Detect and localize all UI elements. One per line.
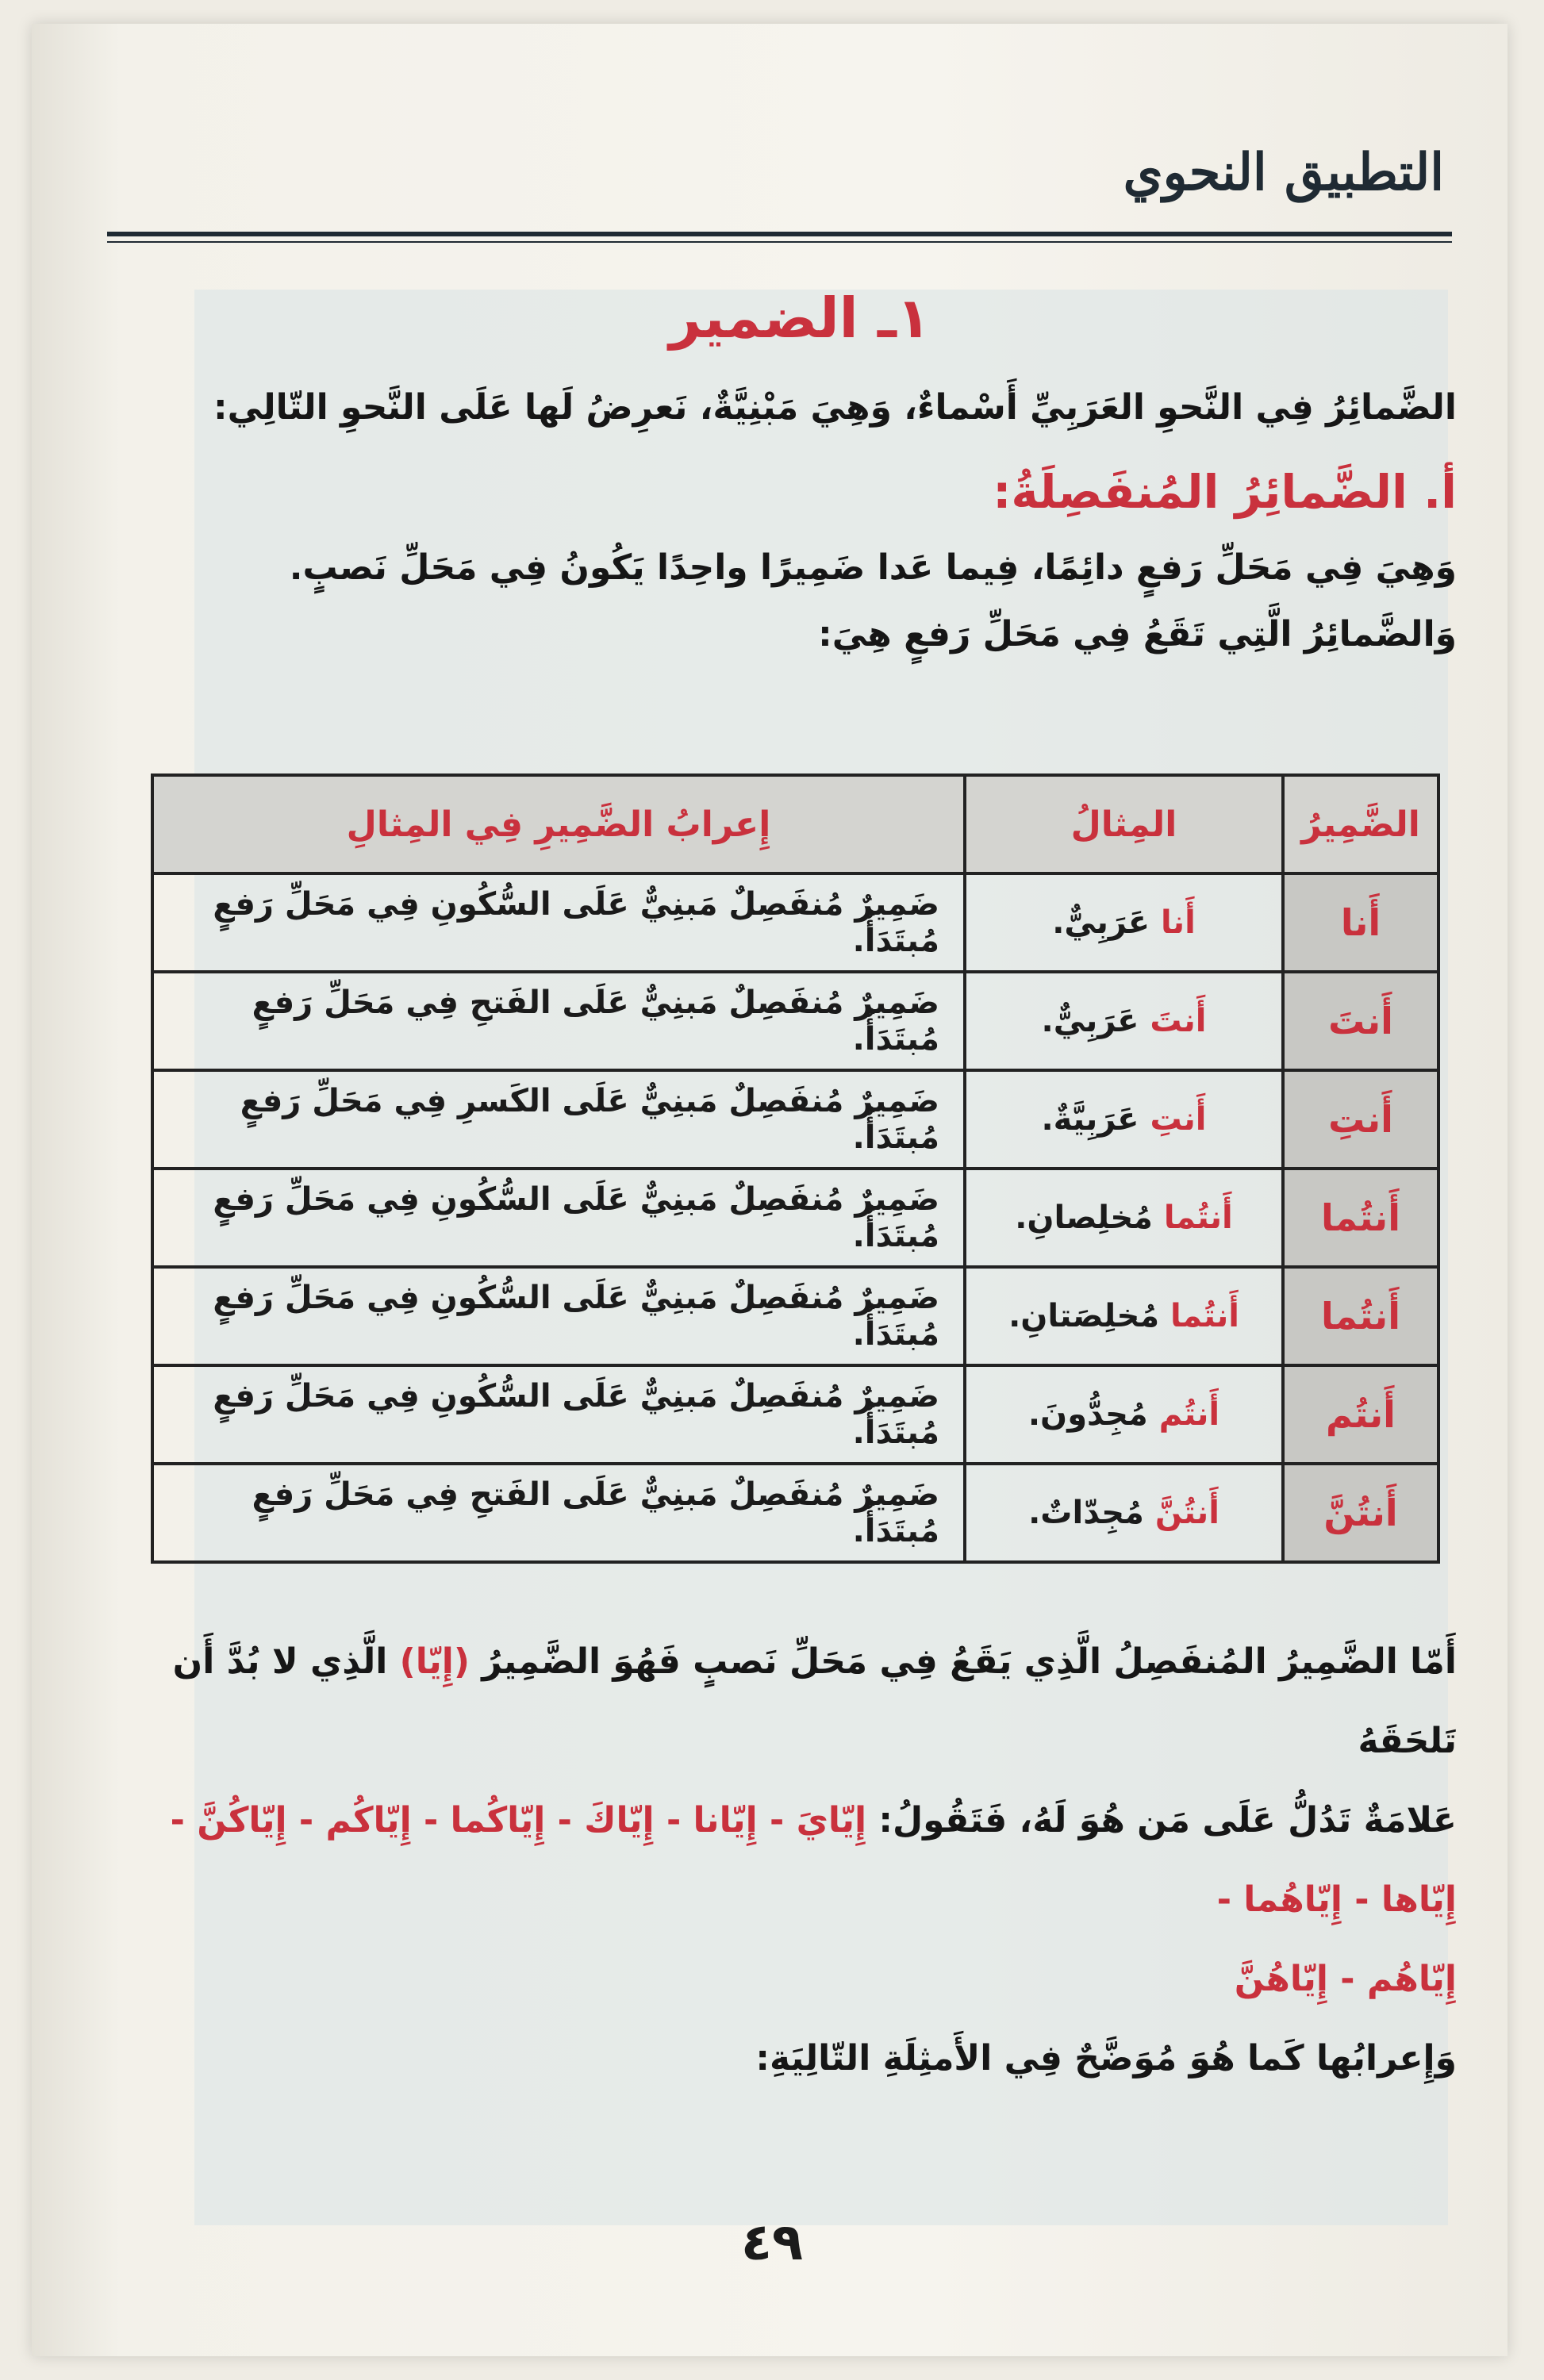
main-content <box>143 270 1457 668</box>
row-parsing: ضَمِيرٌ مُنفَصِلٌ مَبنِيٌّ عَلَى الفَتحِ فِي مَحَلِّ رَفعٍ مُبتَدَأٌ. <box>152 1464 965 1562</box>
row-parsing: ضَمِيرٌ مُنفَصِلٌ مَبنِيٌّ عَلَى الكَسرِ فِي مَحَلِّ رَفعٍ مُبتَدَأٌ. <box>152 1070 965 1169</box>
example-word: عَرَبِيٌّ. <box>1041 1003 1139 1039</box>
header-example: المِثالُ <box>965 775 1283 873</box>
row-example <box>965 873 1283 972</box>
table-row <box>152 1169 1438 1267</box>
row-pronoun: أَنتُنَّ <box>1283 1464 1438 1562</box>
table-row <box>152 873 1438 972</box>
example-word: مُخلِصَتانِ. <box>1008 1298 1160 1334</box>
row-example <box>965 1365 1283 1464</box>
table-row <box>152 972 1438 1070</box>
running-header-title: التطبيق النحوي <box>1123 143 1444 202</box>
example-word: عَرَبِيٌّ. <box>1052 904 1150 941</box>
example-pronoun: أَنتُم <box>1158 1396 1220 1433</box>
table-header-row <box>152 775 1438 873</box>
intro-paragraph-1: الضَّمائِرُ فِي النَّحوِ العَرَبِيِّ أَسْماءٌ، وَهِيَ مَبْنِيَّةٌ، نَعرِضُ لَها عَلَى النَّحوِ التّالِي: <box>213 387 1457 428</box>
example-pronoun: أَنتُما <box>1170 1298 1239 1334</box>
row-pronoun: أَنتُما <box>1283 1267 1438 1365</box>
row-example <box>965 1070 1283 1169</box>
header-parsing: إِعرابُ الضَّمِيرِ فِي المِثالِ <box>152 775 965 873</box>
table-row <box>152 1365 1438 1464</box>
section-title: ١ـ الضمير <box>669 286 931 351</box>
row-example <box>965 1169 1283 1267</box>
example-pronoun: أَنتُنَّ <box>1154 1495 1219 1531</box>
header-rule-thin <box>107 241 1452 243</box>
iyya-intro: عَلامَةٌ تَدُلُّ عَلَى مَن هُوَ لَهُ، فَتَقُولُ: <box>878 1800 1457 1841</box>
subheading-separate-pronouns: أ. الضَّمائِرُ المُنفَصِلَةُ: <box>993 465 1457 519</box>
iyya-line-1 <box>151 1622 1457 1781</box>
row-parsing: ضَمِيرٌ مُنفَصِلٌ مَبنِيٌّ عَلَى السُّكُونِ فِي مَحَلِّ رَفعٍ مُبتَدَأٌ. <box>152 1169 965 1267</box>
header-pronoun: الضَّمِيرُ <box>1283 775 1438 873</box>
row-pronoun: أَنتِ <box>1283 1070 1438 1169</box>
intro-paragraph-3: وَالضَّمائِرُ الَّتِي تَقَعُ فِي مَحَلِّ رَفعٍ هِيَ: <box>818 614 1457 654</box>
page-number: ٤٩ <box>740 2213 804 2272</box>
row-example <box>965 1267 1283 1365</box>
table-row <box>152 1464 1438 1562</box>
header-rule <box>107 232 1452 236</box>
iyya-highlight: (إِيّا) <box>399 1641 470 1682</box>
row-parsing: ضَمِيرٌ مُنفَصِلٌ مَبنِيٌّ عَلَى الفَتحِ فِي مَحَلِّ رَفعٍ مُبتَدَأٌ. <box>152 972 965 1070</box>
row-pronoun: أَنتَ <box>1283 972 1438 1070</box>
example-word: مُخلِصانِ. <box>1015 1200 1153 1236</box>
example-word: عَرَبِيَّةٌ. <box>1041 1101 1139 1138</box>
row-parsing: ضَمِيرٌ مُنفَصِلٌ مَبنِيٌّ عَلَى السُّكُونِ فِي مَحَلِّ رَفعٍ مُبتَدَأٌ. <box>152 1267 965 1365</box>
iyya-section <box>151 1622 1457 2098</box>
pronoun-table <box>151 774 1440 1564</box>
iyya-text-a: أَمّا الضَّمِيرُ المُنفَصِلُ الَّذِي يَقَعُ فِي مَحَلِّ نَصبٍ فَهُوَ الضَّمِيرُ <box>482 1641 1457 1682</box>
iyya-forms: إِيّايَ - إِيّانا - إِيّاكَ - إِيّاكُما - إِيّاكُم - إِيّاكُنَّ - إِيّاها - إِيّاهُما - <box>170 1800 1457 1920</box>
row-parsing: ضَمِيرٌ مُنفَصِلٌ مَبنِيٌّ عَلَى السُّكُونِ فِي مَحَلِّ رَفعٍ مُبتَدَأٌ. <box>152 873 965 972</box>
table-row <box>152 1267 1438 1365</box>
example-word: مُجِدّاتٌ. <box>1028 1495 1144 1531</box>
row-example <box>965 972 1283 1070</box>
row-pronoun: أَنتُما <box>1283 1169 1438 1267</box>
example-pronoun: أَنتُما <box>1163 1200 1233 1236</box>
iyya-line-4: وَإِعرابُها كَما هُوَ مُوَضَّحٌ فِي الأَمثِلَةِ التّالِيَةِ: <box>755 2038 1457 2079</box>
iyya-forms-2: إِيّاهُم - إِيّاهُنَّ <box>1234 1959 1457 1999</box>
example-pronoun: أَنتَ <box>1150 1003 1207 1039</box>
iyya-text-b: الَّذِي لا بُدَّ أَن تَلحَقَهُ <box>172 1641 1457 1761</box>
row-pronoun: أَنا <box>1283 873 1438 972</box>
intro-paragraph-2: وَهِيَ فِي مَحَلِّ رَفعٍ دائِمًا، فِيما عَدا ضَمِيرًا واحِدًا يَكُونُ فِي مَحَلِّ نَصبٍ. <box>289 547 1457 588</box>
iyya-line-2 <box>151 1781 1457 1940</box>
row-pronoun: أَنتُم <box>1283 1365 1438 1464</box>
example-pronoun: أَنتِ <box>1150 1101 1207 1138</box>
example-word: مُجِدُّونَ. <box>1027 1396 1148 1433</box>
example-pronoun: أَنا <box>1161 904 1196 941</box>
row-parsing: ضَمِيرٌ مُنفَصِلٌ مَبنِيٌّ عَلَى السُّكُونِ فِي مَحَلِّ رَفعٍ مُبتَدَأٌ. <box>152 1365 965 1464</box>
row-example <box>965 1464 1283 1562</box>
table-row <box>152 1070 1438 1169</box>
